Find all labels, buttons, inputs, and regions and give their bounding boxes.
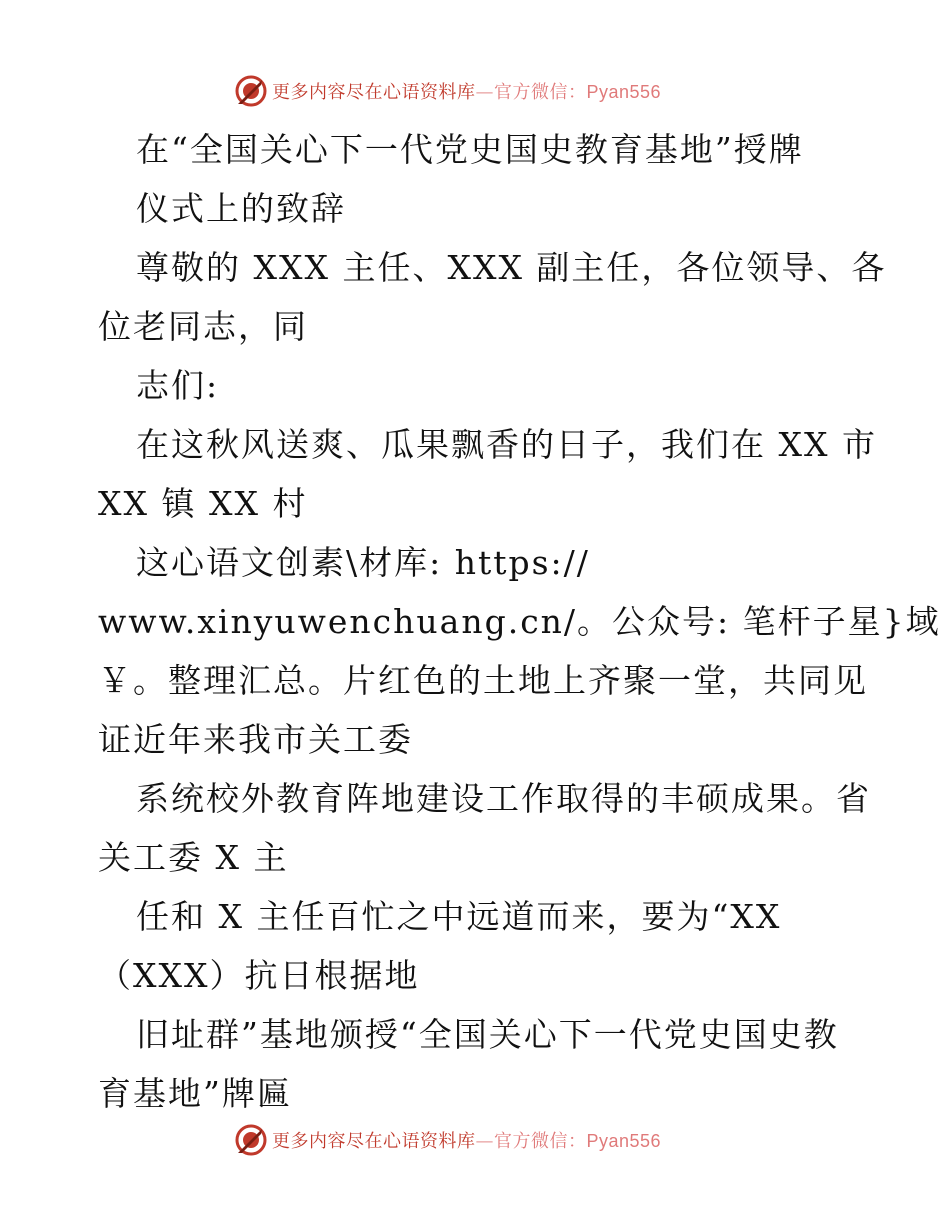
text-line: 这心语文创素\材库: https:// <box>136 543 590 582</box>
watermark-label: 官方微信： <box>494 1131 587 1152</box>
pen-logo-icon <box>234 1123 268 1157</box>
text-line: （XXX）抗日根据地 <box>98 956 420 995</box>
document-body <box>98 120 941 1123</box>
text-line: 志们: <box>136 366 220 405</box>
watermark-main: 更多内容尽在心语资料库 <box>272 1131 476 1152</box>
text-line: 仪式上的致辞 <box>136 189 346 228</box>
text-line: 任和 X 主任百忙之中远道而来，要为“XX <box>136 897 782 936</box>
text-line: 尊敬的 XXX 主任、XXX 副主任，各位领导、各 <box>136 248 887 287</box>
text-line: www.xinyuwenchuang.cn/。公众号: 笔杆子星}域 <box>98 602 941 641</box>
text-line: 证近年来我市关工委 <box>98 720 413 759</box>
text-line: 在“全国关心下一代党史国史教育基地”授牌 <box>136 130 804 169</box>
text-line: 系统校外教育阵地建设工作取得的丰硕成果。省 <box>136 779 871 818</box>
text-line: 旧址群”基地颁授“全国关心下一代党史国史教 <box>136 1015 839 1054</box>
text-line: ￥。整理汇总。片红色的土地上齐聚一堂，共同见 <box>98 661 868 700</box>
text-line: 关工委 X 主 <box>98 838 289 877</box>
text-line: 育基地”牌匾 <box>98 1074 292 1113</box>
watermark-text <box>272 1127 661 1153</box>
watermark-dash: — <box>475 82 494 103</box>
watermark-main: 更多内容尽在心语资料库 <box>272 82 476 103</box>
watermark-label: 官方微信： <box>494 82 587 103</box>
watermark-dash: — <box>475 1131 494 1152</box>
pen-logo-icon <box>234 74 268 108</box>
header-watermark <box>234 73 661 109</box>
footer-watermark <box>234 1122 661 1158</box>
text-line: 位老同志，同 <box>98 307 308 346</box>
watermark-text <box>272 78 661 104</box>
watermark-id: Pyan556 <box>586 1131 662 1151</box>
text-line: 在这秋风送爽、瓜果飘香的日子，我们在 XX 市 <box>136 425 877 464</box>
watermark-id: Pyan556 <box>586 82 662 102</box>
text-line: XX 镇 XX 村 <box>98 484 308 523</box>
